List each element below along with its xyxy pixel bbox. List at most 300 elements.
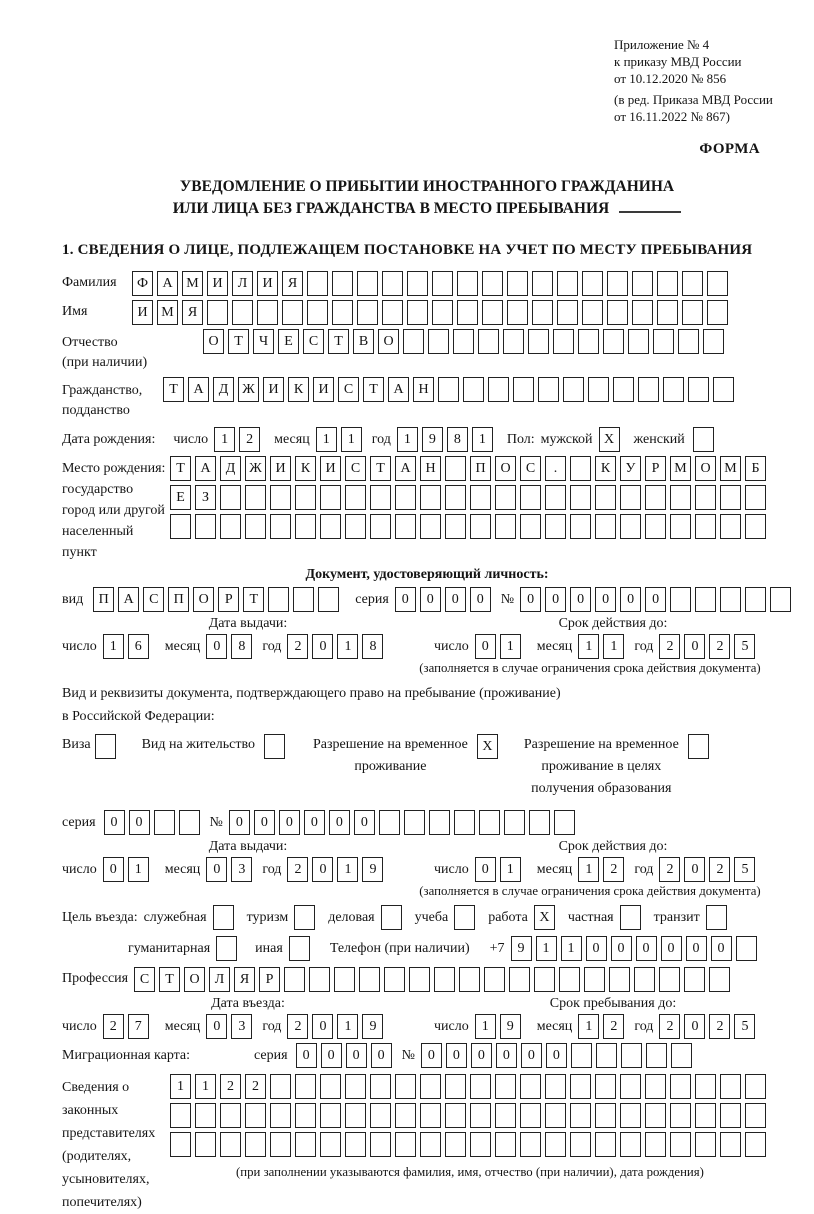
patronymic-cell-11[interactable] bbox=[453, 329, 474, 354]
citizenship-cell-6[interactable]: К bbox=[288, 377, 309, 402]
birthplace-row1-cell-14[interactable]: О bbox=[495, 456, 516, 481]
surname-cell-11[interactable] bbox=[382, 271, 403, 296]
birthplace-row2-cell-12[interactable] bbox=[445, 485, 466, 510]
surname-cell-10[interactable] bbox=[357, 271, 378, 296]
profession-cell-19[interactable] bbox=[584, 967, 605, 992]
birthplace-row1-cell-20[interactable]: Р bbox=[645, 456, 666, 481]
stay-year-cell-2[interactable]: 0 bbox=[684, 1014, 705, 1039]
migcard-number-cell-11[interactable] bbox=[671, 1043, 692, 1068]
doc-type-cell-8[interactable] bbox=[268, 587, 289, 612]
birthplace-row3-cell-3[interactable] bbox=[220, 514, 241, 539]
doc-issue-year-cell-2[interactable]: 0 bbox=[312, 634, 333, 659]
legal-reps-row3-cell-9[interactable] bbox=[370, 1132, 391, 1157]
legal-reps-row1-cell-12[interactable] bbox=[445, 1074, 466, 1099]
stay-month-cell-1[interactable]: 1 bbox=[578, 1014, 599, 1039]
purpose-transit-cell-1[interactable] bbox=[706, 905, 727, 930]
permit-number-cell-6[interactable]: 0 bbox=[354, 810, 375, 835]
doc-issue-year-cell-4[interactable]: 8 bbox=[362, 634, 383, 659]
migcard-number-cell-10[interactable] bbox=[646, 1043, 667, 1068]
doc-number-cell-11[interactable] bbox=[770, 587, 791, 612]
entry-year-cell-4[interactable]: 9 bbox=[362, 1014, 383, 1039]
citizenship-cell-12[interactable] bbox=[438, 377, 459, 402]
citizenship-cell-7[interactable]: И bbox=[313, 377, 334, 402]
doc-number-cell-8[interactable] bbox=[695, 587, 716, 612]
birthplace-row1-cell-15[interactable]: С bbox=[520, 456, 541, 481]
birthplace-row3-cell-13[interactable] bbox=[470, 514, 491, 539]
permit-number-cell-1[interactable]: 0 bbox=[229, 810, 250, 835]
legal-reps-row3-cell-5[interactable] bbox=[270, 1132, 291, 1157]
birthplace-row2-cell-16[interactable] bbox=[545, 485, 566, 510]
birthplace-row3-cell-16[interactable] bbox=[545, 514, 566, 539]
birthplace-row3-cell-1[interactable] bbox=[170, 514, 191, 539]
birthplace-row3-cell-23[interactable] bbox=[720, 514, 741, 539]
permit-expiry-year-cell-2[interactable]: 0 bbox=[684, 857, 705, 882]
patronymic-cell-15[interactable] bbox=[553, 329, 574, 354]
doc-issue-year-cell-3[interactable]: 1 bbox=[337, 634, 358, 659]
birthplace-row1-cell-7[interactable]: И bbox=[320, 456, 341, 481]
birthplace-row3-cell-2[interactable] bbox=[195, 514, 216, 539]
birthplace-row2-cell-11[interactable] bbox=[420, 485, 441, 510]
birthplace-row2-cell-13[interactable] bbox=[470, 485, 491, 510]
doc-expiry-year-cell-4[interactable]: 5 bbox=[734, 634, 755, 659]
birthplace-row2-cell-3[interactable] bbox=[220, 485, 241, 510]
profession-cell-22[interactable] bbox=[659, 967, 680, 992]
profession-cell-16[interactable] bbox=[509, 967, 530, 992]
birthplace-row2-cell-5[interactable] bbox=[270, 485, 291, 510]
permit-number-cell-14[interactable] bbox=[554, 810, 575, 835]
given-name-cell-23[interactable] bbox=[682, 300, 703, 325]
given-name-cell-6[interactable] bbox=[257, 300, 278, 325]
stay-day-cell-1[interactable]: 1 bbox=[475, 1014, 496, 1039]
legal-reps-row2-cell-14[interactable] bbox=[495, 1103, 516, 1128]
patronymic-cell-17[interactable] bbox=[603, 329, 624, 354]
legal-reps-row3-cell-12[interactable] bbox=[445, 1132, 466, 1157]
permit-series-cell-3[interactable] bbox=[154, 810, 175, 835]
doc-number-cell-9[interactable] bbox=[720, 587, 741, 612]
birthplace-row3-cell-20[interactable] bbox=[645, 514, 666, 539]
permit-number-cell-10[interactable] bbox=[454, 810, 475, 835]
birthplace-row2-cell-22[interactable] bbox=[695, 485, 716, 510]
doc-type-cell-3[interactable]: С bbox=[143, 587, 164, 612]
birthplace-row3-cell-24[interactable] bbox=[745, 514, 766, 539]
purpose-work-cell-1[interactable]: X bbox=[534, 905, 555, 930]
permit-number-cell-11[interactable] bbox=[479, 810, 500, 835]
residence-permit-cell-1[interactable] bbox=[264, 734, 285, 759]
surname-cell-19[interactable] bbox=[582, 271, 603, 296]
legal-reps-row1-cell-16[interactable] bbox=[545, 1074, 566, 1099]
migcard-number-cell-5[interactable]: 0 bbox=[521, 1043, 542, 1068]
surname-cell-8[interactable] bbox=[307, 271, 328, 296]
birthplace-row2-cell-10[interactable] bbox=[395, 485, 416, 510]
phone-cell-2[interactable]: 1 bbox=[536, 936, 557, 961]
visa-cell-1[interactable] bbox=[95, 734, 116, 759]
stay-year-cell-1[interactable]: 2 bbox=[659, 1014, 680, 1039]
doc-issue-year-cell-1[interactable]: 2 bbox=[287, 634, 308, 659]
sex-male-cell-1[interactable]: X bbox=[599, 427, 620, 452]
phone-cell-5[interactable]: 0 bbox=[611, 936, 632, 961]
patronymic-cell-16[interactable] bbox=[578, 329, 599, 354]
legal-reps-row2-cell-24[interactable] bbox=[745, 1103, 766, 1128]
given-name-cell-15[interactable] bbox=[482, 300, 503, 325]
birthplace-row1-cell-1[interactable]: Т bbox=[170, 456, 191, 481]
legal-reps-row2-cell-9[interactable] bbox=[370, 1103, 391, 1128]
birthplace-row3-cell-7[interactable] bbox=[320, 514, 341, 539]
doc-issue-month-cell-2[interactable]: 8 bbox=[231, 634, 252, 659]
migcard-number-cell-2[interactable]: 0 bbox=[446, 1043, 467, 1068]
birthplace-row2-cell-14[interactable] bbox=[495, 485, 516, 510]
given-name-cell-9[interactable] bbox=[332, 300, 353, 325]
doc-type-cell-7[interactable]: Т bbox=[243, 587, 264, 612]
permit-number-cell-9[interactable] bbox=[429, 810, 450, 835]
citizenship-cell-8[interactable]: С bbox=[338, 377, 359, 402]
legal-reps-row1-cell-14[interactable] bbox=[495, 1074, 516, 1099]
purpose-humanitarian-cell-1[interactable] bbox=[216, 936, 237, 961]
citizenship-cell-9[interactable]: Т bbox=[363, 377, 384, 402]
permit-expiry-year-cell-1[interactable]: 2 bbox=[659, 857, 680, 882]
legal-reps-row2-cell-12[interactable] bbox=[445, 1103, 466, 1128]
given-name-cell-2[interactable]: М bbox=[157, 300, 178, 325]
doc-expiry-day-cell-2[interactable]: 1 bbox=[500, 634, 521, 659]
phone-cell-4[interactable]: 0 bbox=[586, 936, 607, 961]
doc-number-cell-3[interactable]: 0 bbox=[570, 587, 591, 612]
legal-reps-row1-cell-5[interactable] bbox=[270, 1074, 291, 1099]
citizenship-cell-18[interactable] bbox=[588, 377, 609, 402]
stay-day-cell-2[interactable]: 9 bbox=[500, 1014, 521, 1039]
legal-reps-row1-cell-21[interactable] bbox=[670, 1074, 691, 1099]
patronymic-cell-4[interactable]: Е bbox=[278, 329, 299, 354]
patronymic-cell-19[interactable] bbox=[653, 329, 674, 354]
birthplace-row2-cell-20[interactable] bbox=[645, 485, 666, 510]
birthplace-row1-cell-18[interactable]: К bbox=[595, 456, 616, 481]
legal-reps-row3-cell-2[interactable] bbox=[195, 1132, 216, 1157]
birthplace-row2-cell-2[interactable]: З bbox=[195, 485, 216, 510]
citizenship-cell-10[interactable]: А bbox=[388, 377, 409, 402]
legal-reps-row2-cell-7[interactable] bbox=[320, 1103, 341, 1128]
legal-reps-row1-cell-4[interactable]: 2 bbox=[245, 1074, 266, 1099]
birthplace-row1-cell-6[interactable]: К bbox=[295, 456, 316, 481]
birth-month-cell-2[interactable]: 1 bbox=[341, 427, 362, 452]
profession-cell-23[interactable] bbox=[684, 967, 705, 992]
doc-number-cell-5[interactable]: 0 bbox=[620, 587, 641, 612]
purpose-study-cell-1[interactable] bbox=[454, 905, 475, 930]
entry-month-cell-2[interactable]: 3 bbox=[231, 1014, 252, 1039]
citizenship-cell-1[interactable]: Т bbox=[163, 377, 184, 402]
patronymic-cell-20[interactable] bbox=[678, 329, 699, 354]
legal-reps-row2-cell-13[interactable] bbox=[470, 1103, 491, 1128]
birthplace-row3-cell-21[interactable] bbox=[670, 514, 691, 539]
birth-day-cell-2[interactable]: 2 bbox=[239, 427, 260, 452]
legal-reps-row2-cell-4[interactable] bbox=[245, 1103, 266, 1128]
surname-cell-15[interactable] bbox=[482, 271, 503, 296]
legal-reps-row1-cell-6[interactable] bbox=[295, 1074, 316, 1099]
legal-reps-row1-cell-17[interactable] bbox=[570, 1074, 591, 1099]
citizenship-cell-14[interactable] bbox=[488, 377, 509, 402]
birthplace-row3-cell-15[interactable] bbox=[520, 514, 541, 539]
profession-cell-20[interactable] bbox=[609, 967, 630, 992]
legal-reps-row3-cell-20[interactable] bbox=[645, 1132, 666, 1157]
permit-series-cell-2[interactable]: 0 bbox=[129, 810, 150, 835]
doc-type-cell-1[interactable]: П bbox=[93, 587, 114, 612]
birthplace-row1-cell-22[interactable]: О bbox=[695, 456, 716, 481]
doc-expiry-month-cell-1[interactable]: 1 bbox=[578, 634, 599, 659]
surname-cell-13[interactable] bbox=[432, 271, 453, 296]
entry-month-cell-1[interactable]: 0 bbox=[206, 1014, 227, 1039]
stay-month-cell-2[interactable]: 2 bbox=[603, 1014, 624, 1039]
birthplace-row3-cell-12[interactable] bbox=[445, 514, 466, 539]
patronymic-cell-7[interactable]: В bbox=[353, 329, 374, 354]
birth-year-cell-2[interactable]: 9 bbox=[422, 427, 443, 452]
doc-number-cell-6[interactable]: 0 bbox=[645, 587, 666, 612]
migcard-number-cell-9[interactable] bbox=[621, 1043, 642, 1068]
phone-cell-10[interactable] bbox=[736, 936, 757, 961]
legal-reps-row3-cell-8[interactable] bbox=[345, 1132, 366, 1157]
profession-cell-11[interactable] bbox=[384, 967, 405, 992]
profession-cell-12[interactable] bbox=[409, 967, 430, 992]
birth-month-cell-1[interactable]: 1 bbox=[316, 427, 337, 452]
permit-issue-year-cell-4[interactable]: 9 bbox=[362, 857, 383, 882]
profession-cell-13[interactable] bbox=[434, 967, 455, 992]
patronymic-cell-13[interactable] bbox=[503, 329, 524, 354]
legal-reps-row2-cell-19[interactable] bbox=[620, 1103, 641, 1128]
doc-issue-day-cell-2[interactable]: 6 bbox=[128, 634, 149, 659]
purpose-other-cell-1[interactable] bbox=[289, 936, 310, 961]
birthplace-row3-cell-11[interactable] bbox=[420, 514, 441, 539]
surname-cell-17[interactable] bbox=[532, 271, 553, 296]
citizenship-cell-19[interactable] bbox=[613, 377, 634, 402]
given-name-cell-14[interactable] bbox=[457, 300, 478, 325]
phone-cell-8[interactable]: 0 bbox=[686, 936, 707, 961]
patronymic-cell-8[interactable]: О bbox=[378, 329, 399, 354]
permit-issue-month-cell-2[interactable]: 3 bbox=[231, 857, 252, 882]
citizenship-cell-15[interactable] bbox=[513, 377, 534, 402]
entry-year-cell-2[interactable]: 0 bbox=[312, 1014, 333, 1039]
profession-cell-7[interactable] bbox=[284, 967, 305, 992]
legal-reps-row1-cell-13[interactable] bbox=[470, 1074, 491, 1099]
given-name-cell-22[interactable] bbox=[657, 300, 678, 325]
legal-reps-row3-cell-7[interactable] bbox=[320, 1132, 341, 1157]
citizenship-cell-20[interactable] bbox=[638, 377, 659, 402]
permit-issue-month-cell-1[interactable]: 0 bbox=[206, 857, 227, 882]
permit-expiry-year-cell-3[interactable]: 2 bbox=[709, 857, 730, 882]
legal-reps-row1-cell-24[interactable] bbox=[745, 1074, 766, 1099]
doc-number-cell-7[interactable] bbox=[670, 587, 691, 612]
doc-expiry-year-cell-2[interactable]: 0 bbox=[684, 634, 705, 659]
birthplace-row3-cell-14[interactable] bbox=[495, 514, 516, 539]
legal-reps-row3-cell-21[interactable] bbox=[670, 1132, 691, 1157]
permit-number-cell-5[interactable]: 0 bbox=[329, 810, 350, 835]
permit-expiry-day-cell-1[interactable]: 0 bbox=[475, 857, 496, 882]
legal-reps-row1-cell-1[interactable]: 1 bbox=[170, 1074, 191, 1099]
given-name-cell-3[interactable]: Я bbox=[182, 300, 203, 325]
migcard-series-cell-2[interactable]: 0 bbox=[321, 1043, 342, 1068]
given-name-cell-8[interactable] bbox=[307, 300, 328, 325]
doc-series-cell-3[interactable]: 0 bbox=[445, 587, 466, 612]
permit-expiry-month-cell-2[interactable]: 2 bbox=[603, 857, 624, 882]
doc-type-cell-2[interactable]: А bbox=[118, 587, 139, 612]
birthplace-row1-cell-23[interactable]: М bbox=[720, 456, 741, 481]
purpose-official-cell-1[interactable] bbox=[213, 905, 234, 930]
phone-cell-3[interactable]: 1 bbox=[561, 936, 582, 961]
birthplace-row1-cell-24[interactable]: Б bbox=[745, 456, 766, 481]
migcard-number-cell-6[interactable]: 0 bbox=[546, 1043, 567, 1068]
birthplace-row1-cell-21[interactable]: М bbox=[670, 456, 691, 481]
permit-issue-year-cell-1[interactable]: 2 bbox=[287, 857, 308, 882]
patronymic-cell-18[interactable] bbox=[628, 329, 649, 354]
birthplace-row1-cell-16[interactable]: . bbox=[545, 456, 566, 481]
doc-expiry-month-cell-2[interactable]: 1 bbox=[603, 634, 624, 659]
patronymic-cell-2[interactable]: Т bbox=[228, 329, 249, 354]
profession-cell-3[interactable]: О bbox=[184, 967, 205, 992]
permit-expiry-day-cell-2[interactable]: 1 bbox=[500, 857, 521, 882]
legal-reps-row1-cell-20[interactable] bbox=[645, 1074, 666, 1099]
doc-type-cell-6[interactable]: Р bbox=[218, 587, 239, 612]
legal-reps-row1-cell-23[interactable] bbox=[720, 1074, 741, 1099]
given-name-cell-16[interactable] bbox=[507, 300, 528, 325]
legal-reps-row2-cell-1[interactable] bbox=[170, 1103, 191, 1128]
profession-cell-8[interactable] bbox=[309, 967, 330, 992]
migcard-number-cell-7[interactable] bbox=[571, 1043, 592, 1068]
surname-cell-2[interactable]: А bbox=[157, 271, 178, 296]
patronymic-cell-1[interactable]: О bbox=[203, 329, 224, 354]
patronymic-cell-14[interactable] bbox=[528, 329, 549, 354]
legal-reps-row3-cell-11[interactable] bbox=[420, 1132, 441, 1157]
patronymic-cell-6[interactable]: Т bbox=[328, 329, 349, 354]
birthplace-row2-cell-4[interactable] bbox=[245, 485, 266, 510]
birthplace-row1-cell-2[interactable]: А bbox=[195, 456, 216, 481]
permit-number-cell-2[interactable]: 0 bbox=[254, 810, 275, 835]
citizenship-cell-16[interactable] bbox=[538, 377, 559, 402]
given-name-cell-18[interactable] bbox=[557, 300, 578, 325]
migcard-number-cell-1[interactable]: 0 bbox=[421, 1043, 442, 1068]
doc-type-cell-4[interactable]: П bbox=[168, 587, 189, 612]
permit-number-cell-13[interactable] bbox=[529, 810, 550, 835]
purpose-tourism-cell-1[interactable] bbox=[294, 905, 315, 930]
legal-reps-row2-cell-6[interactable] bbox=[295, 1103, 316, 1128]
legal-reps-row3-cell-23[interactable] bbox=[720, 1132, 741, 1157]
birthplace-row2-cell-23[interactable] bbox=[720, 485, 741, 510]
given-name-cell-17[interactable] bbox=[532, 300, 553, 325]
permit-issue-year-cell-2[interactable]: 0 bbox=[312, 857, 333, 882]
citizenship-cell-3[interactable]: Д bbox=[213, 377, 234, 402]
birthplace-row2-cell-18[interactable] bbox=[595, 485, 616, 510]
permit-series-cell-4[interactable] bbox=[179, 810, 200, 835]
birthplace-row2-cell-19[interactable] bbox=[620, 485, 641, 510]
legal-reps-row1-cell-11[interactable] bbox=[420, 1074, 441, 1099]
birthplace-row3-cell-6[interactable] bbox=[295, 514, 316, 539]
doc-issue-month-cell-1[interactable]: 0 bbox=[206, 634, 227, 659]
birthplace-row3-cell-17[interactable] bbox=[570, 514, 591, 539]
legal-reps-row1-cell-18[interactable] bbox=[595, 1074, 616, 1099]
legal-reps-row1-cell-19[interactable] bbox=[620, 1074, 641, 1099]
patronymic-cell-5[interactable]: С bbox=[303, 329, 324, 354]
birth-year-cell-4[interactable]: 1 bbox=[472, 427, 493, 452]
entry-day-cell-2[interactable]: 7 bbox=[128, 1014, 149, 1039]
legal-reps-row1-cell-22[interactable] bbox=[695, 1074, 716, 1099]
legal-reps-row3-cell-18[interactable] bbox=[595, 1132, 616, 1157]
birth-year-cell-1[interactable]: 1 bbox=[397, 427, 418, 452]
birthplace-row3-cell-18[interactable] bbox=[595, 514, 616, 539]
surname-cell-1[interactable]: Ф bbox=[132, 271, 153, 296]
birthplace-row1-cell-10[interactable]: А bbox=[395, 456, 416, 481]
permit-number-cell-4[interactable]: 0 bbox=[304, 810, 325, 835]
legal-reps-row2-cell-21[interactable] bbox=[670, 1103, 691, 1128]
legal-reps-row1-cell-9[interactable] bbox=[370, 1074, 391, 1099]
surname-cell-22[interactable] bbox=[657, 271, 678, 296]
surname-cell-16[interactable] bbox=[507, 271, 528, 296]
doc-series-cell-1[interactable]: 0 bbox=[395, 587, 416, 612]
legal-reps-row1-cell-10[interactable] bbox=[395, 1074, 416, 1099]
citizenship-cell-11[interactable]: Н bbox=[413, 377, 434, 402]
legal-reps-row2-cell-22[interactable] bbox=[695, 1103, 716, 1128]
stay-year-cell-3[interactable]: 2 bbox=[709, 1014, 730, 1039]
birthplace-row2-cell-9[interactable] bbox=[370, 485, 391, 510]
legal-reps-row2-cell-10[interactable] bbox=[395, 1103, 416, 1128]
birth-day-cell-1[interactable]: 1 bbox=[214, 427, 235, 452]
given-name-cell-12[interactable] bbox=[407, 300, 428, 325]
surname-cell-24[interactable] bbox=[707, 271, 728, 296]
legal-reps-row2-cell-17[interactable] bbox=[570, 1103, 591, 1128]
legal-reps-row3-cell-15[interactable] bbox=[520, 1132, 541, 1157]
profession-cell-18[interactable] bbox=[559, 967, 580, 992]
permit-number-cell-3[interactable]: 0 bbox=[279, 810, 300, 835]
profession-cell-6[interactable]: Р bbox=[259, 967, 280, 992]
migcard-series-cell-3[interactable]: 0 bbox=[346, 1043, 367, 1068]
legal-reps-row3-cell-22[interactable] bbox=[695, 1132, 716, 1157]
citizenship-cell-23[interactable] bbox=[713, 377, 734, 402]
birthplace-row2-cell-1[interactable]: Е bbox=[170, 485, 191, 510]
birthplace-row2-cell-15[interactable] bbox=[520, 485, 541, 510]
legal-reps-row3-cell-24[interactable] bbox=[745, 1132, 766, 1157]
profession-cell-17[interactable] bbox=[534, 967, 555, 992]
migcard-number-cell-8[interactable] bbox=[596, 1043, 617, 1068]
doc-series-cell-2[interactable]: 0 bbox=[420, 587, 441, 612]
legal-reps-row2-cell-18[interactable] bbox=[595, 1103, 616, 1128]
legal-reps-row1-cell-3[interactable]: 2 bbox=[220, 1074, 241, 1099]
phone-cell-7[interactable]: 0 bbox=[661, 936, 682, 961]
given-name-cell-5[interactable] bbox=[232, 300, 253, 325]
legal-reps-row2-cell-11[interactable] bbox=[420, 1103, 441, 1128]
birthplace-row3-cell-22[interactable] bbox=[695, 514, 716, 539]
birthplace-row1-cell-13[interactable]: П bbox=[470, 456, 491, 481]
given-name-cell-24[interactable] bbox=[707, 300, 728, 325]
legal-reps-row2-cell-2[interactable] bbox=[195, 1103, 216, 1128]
birthplace-row3-cell-4[interactable] bbox=[245, 514, 266, 539]
doc-series-cell-4[interactable]: 0 bbox=[470, 587, 491, 612]
birthplace-row1-cell-17[interactable] bbox=[570, 456, 591, 481]
birthplace-row1-cell-3[interactable]: Д bbox=[220, 456, 241, 481]
birthplace-row1-cell-11[interactable]: Н bbox=[420, 456, 441, 481]
legal-reps-row3-cell-3[interactable] bbox=[220, 1132, 241, 1157]
permit-series-cell-1[interactable]: 0 bbox=[104, 810, 125, 835]
surname-cell-9[interactable] bbox=[332, 271, 353, 296]
stay-year-cell-4[interactable]: 5 bbox=[734, 1014, 755, 1039]
birthplace-row2-cell-24[interactable] bbox=[745, 485, 766, 510]
legal-reps-row2-cell-20[interactable] bbox=[645, 1103, 666, 1128]
birth-year-cell-3[interactable]: 8 bbox=[447, 427, 468, 452]
legal-reps-row2-cell-5[interactable] bbox=[270, 1103, 291, 1128]
sex-female-cell-1[interactable] bbox=[693, 427, 714, 452]
legal-reps-row3-cell-4[interactable] bbox=[245, 1132, 266, 1157]
legal-reps-row3-cell-17[interactable] bbox=[570, 1132, 591, 1157]
birthplace-row1-cell-19[interactable]: У bbox=[620, 456, 641, 481]
birthplace-row3-cell-9[interactable] bbox=[370, 514, 391, 539]
surname-cell-12[interactable] bbox=[407, 271, 428, 296]
permit-number-cell-12[interactable] bbox=[504, 810, 525, 835]
legal-reps-row1-cell-8[interactable] bbox=[345, 1074, 366, 1099]
purpose-business-cell-1[interactable] bbox=[381, 905, 402, 930]
profession-cell-5[interactable]: Я bbox=[234, 967, 255, 992]
profession-cell-2[interactable]: Т bbox=[159, 967, 180, 992]
